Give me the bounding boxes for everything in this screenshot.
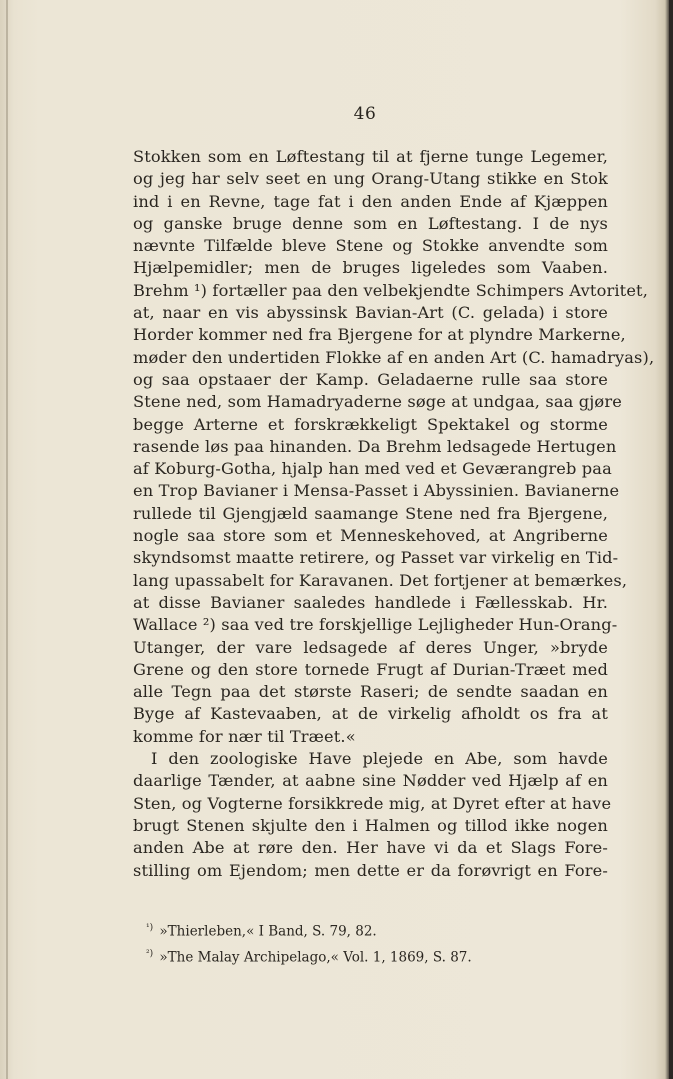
text-line: nævnte Tilfælde bleve Stene og Stokke anvendte som [133, 236, 608, 256]
page-number: 46 [353, 104, 377, 124]
text-line: Utanger, der vare ledsagede af deres Unger, »bryde [133, 637, 608, 657]
text-line: Grene og den store tornede Frugt af Durian-Træet med [133, 659, 608, 679]
text-line: Brehm ¹) fortæller paa den velbekjendte Schimpers Avtoritet, [133, 280, 649, 300]
text-line: lang upassabelt for Karavanen. Det fortjener at bemærkes, [133, 570, 628, 590]
footnote [146, 917, 566, 943]
text-line: Horder kommer ned fra Bjergene for at plyndre Markerne, [133, 325, 626, 345]
page-binding-edge [6, 0, 8, 1079]
text-line: Byge af Kastevaaben, at de virkelig afholdt os fra at [133, 704, 608, 724]
footnote-text: »Thierleben,« I Band, S. 79, 82. [159, 923, 377, 940]
text-line: stilling om Ejendom; men dette er da forøvrigt en Fore- [133, 860, 608, 880]
text-line: I den zoologiske Have plejede en Abe, som havde [151, 749, 608, 769]
text-line: brugt Stenen skjulte den i Halmen og tillod ikke nogen [133, 815, 608, 835]
text-line: skyndsomst maatte retirere, og Passet var virkelig en Tid- [133, 548, 619, 568]
text-line: og ganske bruge denne som en Løftestang. I de nys [133, 213, 608, 233]
text-line: daarlige Tænder, at aabne sine Nødder ved Hjælp af en [133, 771, 608, 791]
footnote [146, 943, 566, 969]
footnotes [146, 917, 566, 968]
text-line: og saa opstaaer der Kamp. Geladaerne rulle saa store [133, 369, 608, 389]
text-line: begge Arterne et forskrækkeligt Spektakel og storme [133, 414, 608, 434]
text-line: Sten, og Vogterne forsikkrede mig, at Dyret efter at have [133, 793, 612, 813]
text-line: Stene ned, som Hamadryaderne søge at undgaa, saa gjøre [133, 392, 622, 412]
body-text [133, 146, 655, 882]
text-line: rullede til Gjengjæld saamange Stene ned fra Bjergene, [133, 503, 608, 523]
text-line: og jeg har selv seet en ung Orang-Utang stikke en Stok [133, 169, 608, 189]
text-line: anden Abe at røre den. Her have vi da et Slags Fore- [133, 838, 608, 858]
text-line: Stokken som en Løftestang til at fjerne tunge Legemer, [133, 147, 608, 166]
footnote-marker: ²) [146, 948, 154, 959]
text-line: komme for nær til Træet.« [133, 726, 356, 746]
text-line: Wallace ²) saa ved tre forskjellige Lejligheder Hun-Orang- [133, 615, 618, 635]
text-line: en Trop Bavianer i Mensa-Passet i Abyssinien. Bavianerne [133, 481, 620, 501]
footnote-marker: ¹) [146, 923, 154, 933]
text-line: alle Tegn paa det største Raseri; de sendte saadan en [133, 682, 608, 702]
text-line: møder den undertiden Flokke af en anden Art (C. hamadryas), [133, 347, 655, 367]
text-line: rasende løs paa hinanden. Da Brehm ledsagede Hertugen [133, 436, 617, 456]
footnote-text: »The Malay Archipelago,« Vol. 1, 1869, S. 87. [159, 949, 472, 965]
text-line: nogle saa store som et Menneskehoved, at Angriberne [133, 526, 608, 546]
text-line: af Koburg-Gotha, hjalp han med ved et Geværangreb paa [133, 459, 612, 479]
page-outer-edge [669, 0, 673, 1079]
text-line: Hjælpemidler; men de bruges ligeledes som Vaaben. [133, 258, 608, 278]
text-line: at, naar en vis abyssinsk Bavian-Art (C. gelada) i store [133, 303, 608, 323]
text-line: ind i en Revne, tage fat i den anden Ende af Kjæppen [133, 191, 608, 211]
text-line: at disse Bavianer saaledes handlede i Fællesskab. Hr. [133, 592, 608, 612]
